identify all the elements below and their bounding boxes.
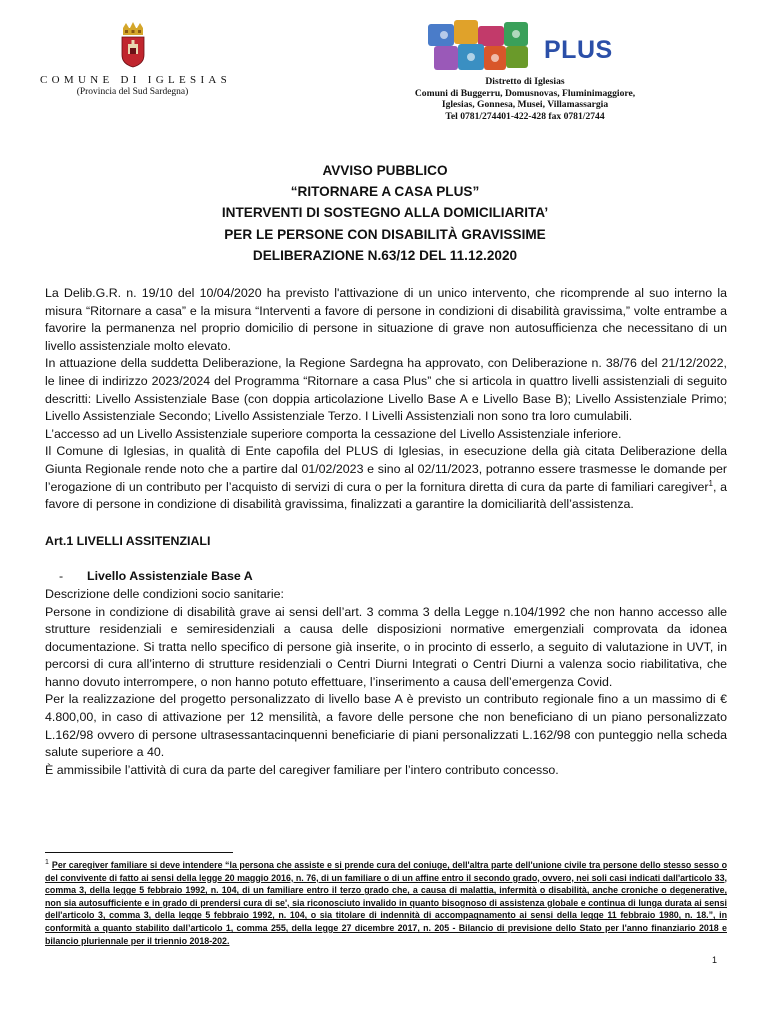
comune-header [40, 22, 232, 97]
comune-name: COMUNE DI IGLESIAS [40, 74, 232, 86]
distretto-line: Distretto di Iglesias [485, 76, 565, 87]
title-line: DELIBERAZIONE N.63/12 DEL 11.12.2020 [252, 247, 518, 263]
paragraph: In attuazione della suddetta Deliberazione, la Regione Sardegna ha approvato, con Deliberazione n. 38/76 del 21/12/2022, le linee di indirizzo 2023/2024 del Programma “Ritornare a casa Plus” che si articola in quattro livelli assistenziali di seguito descritti: Livello Assistenziale Base (con doppia articolazione Livello Base A e Livello Base B); Livello Assistenziale Primo; Livello Assistenziale Secondo; Livello Assistenziale Terzo. I Livelli Assistenziali non sono tra loro cumulabili. [45, 356, 727, 424]
paragraph: Persone in condizione di disabilità grave ai sensi dell’art. 3 comma 3 della Legge n.104/1992 che non hanno accesso alle strutture residenziali e semiresidenziali a causa delle disposizioni normative emergenziali comprovata da idonea documentazione. Si tratta nello specifico di persone già inserite, o in procinto di esserlo, a seguito di valutazione in UVT, in percorsi di cura all’interno di strutture residenziali o Centri Diurni Integrati o Centri Diurni a valenza socio riabilitativa, che hanno dovuto interrompere, o non hanno potuto effettuare, l’inserimento a causa dell’emergenza Covid. [45, 604, 727, 689]
footnote [45, 857, 727, 947]
page-number: 1 [712, 955, 718, 965]
plus-header [390, 18, 660, 122]
title-line: AVVISO PUBBLICO [322, 163, 448, 178]
paragraph: È ammissibile l’attività di cura da parte del caregiver familiare per l’intero contributo concesso. [45, 762, 559, 777]
level-heading [45, 568, 727, 586]
paragraph: Descrizione delle condizioni socio sanitarie: [45, 586, 284, 601]
paragraph-text: , a favore di persone in condizione di disabilità gravissima, finalizzati a garantire la domiciliarità dell’assistenza. [45, 479, 727, 512]
plus-puzzle-logo-icon [424, 18, 534, 76]
footnote-separator [45, 852, 233, 853]
paragraph [45, 443, 727, 513]
title-line: PER LE PERSONE CON DISABILITÀ GRAVISSIME [224, 226, 546, 242]
footnote-number: 1 [45, 859, 49, 866]
footnote-ref[interactable]: 1 [708, 478, 713, 488]
paragraph: Per la realizzazione del progetto personalizzato di livello base A è previsto un contributo regionale fino a un massimo di € 4.800,00, in caso di attivazione per 12 mensilità, a favore delle persone che non beneficiano di un piano personalizzato L.162/98 ovvero di persone ultrasessantacinquenni beneficiarie di piani personalizzati L.162/98 con punteggio nella scheda salute superiore a 40. [45, 692, 727, 760]
municipal-crest-icon [118, 22, 148, 68]
distretto-line: Tel 0781/274401-422-428 fax 0781/2744 [445, 110, 605, 122]
list-dash: - [59, 569, 64, 584]
paragraph: L’accesso ad un Livello Assistenziale superiore comporta la cessazione del Livello Assistenziale inferiore. [45, 426, 622, 441]
level-label: Livello Assistenziale Base A [87, 569, 253, 584]
footnote-text: Per caregiver familiare si deve intendere “la persona che assiste e si prende cura del coniuge, dell'altra parte dell'unione civile tra persone dello stesso sesso o del convivente di fatto ai sensi della legge 20 maggio 2016, n. 76, di un familiare o di un affine entro il secondo grado, ovvero, nei soli casi indicati dall'articolo 33, comma 3, della legge 5 febbraio 1992, n. 104, di un familiare entro il terzo grado che, a causa di malattia, infermità o disabilità, anche croniche o degenerative, non sia autosufficiente e in grado di prendersi cura di se', sia riconosciuto invalido in quanto bisognoso di assistenza globale e continua di lunga durata ai sensi dell'articolo 3, comma 3, della legge 5 febbraio 1992, n. 104, o sia titolare di indennità di accompagnamento ai sensi della legge 11 febbraio 1980, n. 18.”, in conformità a quanto stabilito dall’articolo 1, comma 255, della legge 27 dicembre 2017, n. 205 - Bilancio di previsione dello Stato per l'anno finanziario 2018 e bilancio pluriennale per il triennio 2018-202. [45, 859, 727, 946]
distretto-line: Comuni di Buggerru, Domusnovas, Fluminimaggiore, [414, 87, 636, 99]
document-body [45, 285, 727, 779]
paragraph-text: Il Comune di Iglesias, in qualità di Ente capofila del PLUS di Iglesias, in esecuzione della già citata Deliberazione della Giunta Regionale rende noto che a partire dal 01/02/2023 e sino al 02/11/2023, potranno essere trasmesse le domande per l’erogazione di un contributo per l’acquisto di servizi di cura o per la fornitura diretta di cura da parte di familiari caregiver [45, 444, 727, 494]
plus-logo-text: PLUS [544, 36, 613, 64]
title-line: INTERVENTI DI SOSTEGNO ALLA DOMICILIARITA’ [221, 205, 549, 221]
distretto-line: Iglesias, Gonnesa, Musei, Villamassargia [441, 99, 609, 110]
document-title [40, 160, 730, 266]
article-heading: Art.1 LIVELLI ASSITENZIALI [45, 533, 211, 548]
title-line: “RITORNARE A CASA PLUS” [290, 184, 480, 200]
distretto-info [390, 76, 660, 122]
paragraph: La Delib.G.R. n. 19/10 del 10/04/2020 ha previsto l'attivazione di un unico intervento, che ricomprende al suo interno la misura “Ritornare a casa” e la misura “Interventi a favore di persone in condizioni di disabilità gravissima,” volte entrambe a favorire la permanenza nel proprio domicilio di persone in situazione di grave non autosufficienza che necessitano di un livello assistenziale molto elevato. [45, 286, 727, 353]
provincia-name: (Provincia del Sud Sardegna) [76, 87, 189, 97]
